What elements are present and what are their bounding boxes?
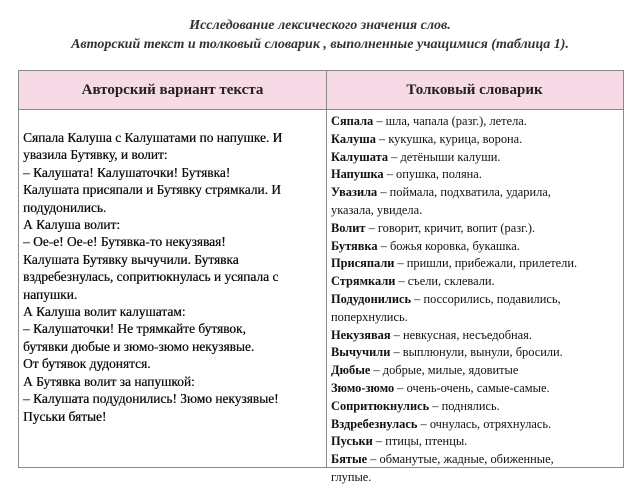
dictionary-definition: – очнулась, отряхнулась. [417, 416, 552, 431]
dictionary-definition: – обманутые, жадные, обиженные, глупые. [331, 452, 554, 484]
dictionary-entry [331, 344, 621, 362]
dictionary-term: Бутявка [331, 238, 378, 253]
author-text-line: подудонились. [23, 199, 107, 215]
dictionary-definition: – опушка, поляна. [383, 167, 482, 182]
dictionary-definition: – шла, чапала (разг.), летела. [373, 114, 527, 128]
column-divider [326, 71, 327, 467]
dictionary-entry [331, 273, 621, 291]
dictionary-definition: – кукушка, курица, ворона. [375, 131, 523, 146]
dictionary-entry [331, 131, 621, 149]
slide-heading [0, 16, 640, 54]
dictionary-term: Подудонились [331, 291, 412, 306]
author-text-line: вздребезнулась, сопритюкнулась и усяпала с [23, 269, 279, 285]
author-text-line: А Калуша волит калушатам: [23, 304, 186, 320]
dictionary-term: Вздребезнулась [331, 416, 418, 431]
dictionary-term: Присяпали [331, 256, 395, 271]
dictionary-entry [331, 220, 621, 238]
author-text-line: А Бутявка волит за напушкой: [23, 373, 195, 389]
heading-line-1: Исследование лексического значения слов. [189, 18, 451, 33]
dictionary-definition: – поссорились, подавились, поперхнулись. [331, 291, 561, 324]
header-dictionary: Толковый словарик [406, 82, 543, 98]
author-text-line: – Калушата! Калушаточки! Бутявка! [23, 164, 231, 180]
header-author-text: Авторский вариант текста [81, 82, 264, 98]
author-text-line: напушки. [23, 286, 78, 302]
author-text-line: Калушата Бутявку вычучили. Бутявка [23, 251, 239, 267]
dictionary-term: Напушка [331, 167, 384, 182]
dictionary-entry [331, 291, 621, 327]
dictionary-entry [331, 166, 621, 184]
author-text-line: увазила Бутявку, и волит: [23, 147, 168, 163]
author-text-line: От бутявок дудонятся. [23, 356, 151, 372]
comparison-table [18, 70, 624, 484]
dictionary-entry [331, 255, 621, 273]
dictionary-term: Калушата [331, 149, 389, 164]
dictionary-term: Вычучили [331, 345, 391, 360]
dictionary-term: Калуша [331, 131, 376, 146]
dictionary-definition: – съели, склевали. [395, 274, 495, 289]
dictionary-definition: – очень-очень, самые-самые. [394, 380, 550, 395]
dictionary-entry [331, 327, 621, 345]
author-text-line: – Ое-е! Ое-е! Бутявка-то некузявая! [23, 234, 226, 250]
heading-line-2: Авторский текст и толковый словарик , выполненные учащимися (таблица 1). [71, 37, 569, 52]
dictionary-term: Бятые [331, 452, 368, 467]
dictionary-definition: – поднялись. [429, 398, 500, 413]
dictionary-definition: – выплюнули, вынули, бросили. [390, 345, 563, 360]
author-text-line: Сяпала Калуша с Калушатами по напушке. И [23, 130, 283, 145]
dictionary-entry [331, 113, 621, 131]
dictionary-entry [331, 238, 621, 256]
dictionary-entry [331, 398, 621, 416]
author-text-line: – Калушаточки! Не трямкайте бутявок, [23, 321, 246, 337]
dictionary-term: Пуськи [331, 434, 373, 449]
dictionary-definition: – детёныши калуши. [388, 149, 501, 164]
dictionary-entry [331, 433, 621, 451]
dictionary-term: Зюмо-зюмо [331, 380, 395, 395]
author-text-line: А Калуша волит: [23, 217, 120, 233]
dictionary-term: Некузявая [331, 327, 391, 342]
dictionary-entry [331, 416, 621, 434]
dictionary-definition: – поймала, подхватила, ударила, указала, увидела. [331, 185, 551, 217]
dictionary-entry [331, 362, 621, 380]
dictionary-definition: – добрые, милые, ядовитые [370, 363, 519, 378]
dictionary-column [331, 113, 621, 487]
author-text-line: – Калушата подудонились! Зюмо некузявые! [23, 391, 279, 407]
dictionary-term: Увазила [331, 185, 378, 200]
dictionary-definition: – говорит, кричит, вопит (разг.). [365, 220, 536, 235]
dictionary-entry [331, 149, 621, 167]
dictionary-definition: – невкусная, несъедобная. [390, 327, 532, 342]
table-header-row [19, 71, 623, 110]
dictionary-entry [331, 451, 621, 487]
author-text-line: Калушата присяпали и Бутявку стрямкали. И [23, 182, 281, 198]
dictionary-definition: – божья коровка, букашка. [377, 238, 520, 253]
dictionary-definition: – пришли, прибежали, прилетели. [394, 256, 578, 271]
dictionary-term: Дюбые [331, 363, 371, 378]
author-text-column [23, 129, 323, 425]
author-text-line: Пуськи бятые! [23, 408, 107, 424]
dictionary-term: Сяпала [331, 114, 374, 128]
dictionary-definition: – птицы, птенцы. [372, 434, 468, 449]
dictionary-term: Волит [331, 220, 366, 235]
author-text-line: бутявки дюбые и зюмо-зюмо некузявые. [23, 338, 255, 354]
dictionary-entry [331, 380, 621, 398]
dictionary-term: Стрямкали [331, 274, 396, 289]
dictionary-term: Сопритюкнулись [331, 398, 430, 413]
dictionary-entry [331, 184, 621, 220]
